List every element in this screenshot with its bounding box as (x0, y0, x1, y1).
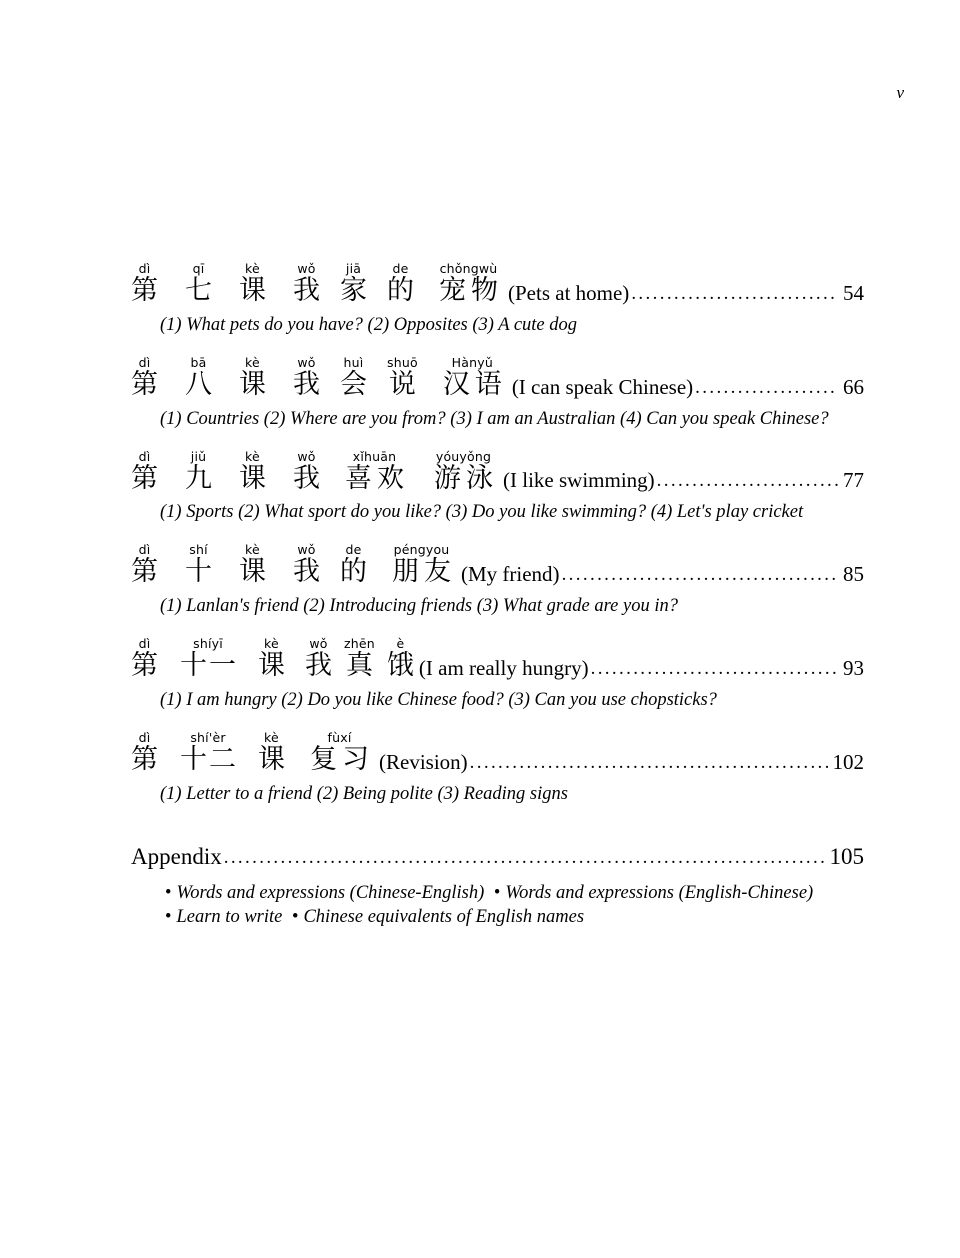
hanzi-characters: 我 (305, 650, 332, 682)
chinese-title (131, 356, 507, 400)
pinyin-hanzi-group (293, 262, 320, 306)
hanzi-characters: 家 (340, 275, 367, 307)
pinyin-annotation: huì (343, 354, 364, 370)
lesson-title-row[interactable] (131, 356, 864, 400)
pinyin-hanzi-group (185, 356, 212, 400)
pinyin-annotation: kè (264, 729, 279, 745)
hanzi-characters: 课 (239, 556, 266, 588)
pinyin-hanzi-group (178, 637, 238, 681)
appendix-subitem-list (160, 881, 840, 930)
pinyin-hanzi-group (258, 637, 285, 681)
pinyin-annotation: Hànyǔ (451, 354, 493, 370)
chinese-title (131, 731, 374, 775)
pinyin-annotation: yóuyǒng (435, 448, 492, 464)
pinyin-annotation: jiǔ (190, 448, 207, 464)
lesson-title-row[interactable] (131, 731, 864, 775)
pinyin-annotation: wǒ (297, 448, 316, 464)
hanzi-characters: 喜欢 (345, 462, 409, 494)
pinyin-annotation: xǐhuān (352, 448, 397, 464)
lesson-page-number: 54 (843, 280, 864, 305)
english-gloss: (I like swimming) (503, 468, 655, 493)
hanzi-characters: 朋友 (392, 556, 456, 588)
pinyin-annotation: shí (189, 542, 208, 558)
appendix-subitem: Words and expressions (English-Chinese) (505, 882, 814, 903)
pinyin-annotation: péngyou (393, 542, 450, 558)
lesson-subitems: (1) Lanlan's friend (2) Introducing friends (3) What grade are you in? (160, 596, 678, 617)
pinyin-annotation: bā (190, 354, 207, 370)
pinyin-annotation: de (392, 261, 409, 276)
dot-leader (631, 283, 838, 303)
appendix-subitem: Learn to write (176, 907, 283, 928)
hanzi-characters: 第 (131, 275, 158, 307)
hanzi-characters: 课 (239, 368, 266, 400)
hanzi-characters: 会 (340, 368, 367, 400)
lesson-entry (131, 356, 864, 431)
pinyin-hanzi-group (185, 450, 212, 494)
pinyin-annotation: jiā (345, 261, 362, 276)
bullet-icon: • (291, 907, 299, 928)
lesson-subitems: (1) Countries (2) Where are you from? (3) I am an Australian (4) Can you speak Chinese? (160, 408, 829, 429)
appendix-entry (131, 845, 864, 930)
pinyin-annotation: wǒ (309, 636, 328, 652)
hanzi-characters: 第 (131, 744, 158, 776)
lesson-page-number: 66 (843, 374, 864, 399)
hanzi-characters: 课 (258, 650, 285, 682)
pinyin-annotation: qī (192, 261, 205, 276)
hanzi-characters: 的 (340, 556, 367, 588)
bullet-icon: • (165, 907, 172, 928)
lesson-title-row[interactable] (131, 450, 864, 494)
pinyin-hanzi-group (185, 262, 212, 306)
lesson-title-row[interactable] (131, 543, 864, 587)
lesson-subitems: (1) What pets do you have? (2) Opposites (3) A cute dog (160, 314, 578, 335)
dot-leader (591, 658, 838, 678)
appendix-subitem: Words and expressions (Chinese-English) (176, 882, 485, 903)
pinyin-annotation: shíyī (193, 636, 223, 652)
pinyin-hanzi-group (131, 543, 158, 587)
hanzi-characters: 说 (388, 368, 416, 400)
dot-leader (562, 564, 838, 584)
lesson-title-row[interactable] (131, 262, 864, 306)
chinese-title (131, 637, 414, 681)
pinyin-hanzi-group (387, 356, 418, 400)
hanzi-characters: 复习 (310, 744, 374, 776)
lesson-page-number: 85 (843, 562, 864, 587)
pinyin-hanzi-group (429, 450, 498, 494)
pinyin-annotation: kè (245, 261, 260, 276)
lesson-entry-list (131, 262, 864, 806)
pinyin-annotation: dì (138, 636, 151, 652)
pinyin-hanzi-group (131, 450, 158, 494)
hanzi-characters: 九 (185, 462, 212, 494)
pinyin-hanzi-group (434, 262, 503, 306)
page-folio: v (896, 83, 904, 102)
pinyin-annotation: dì (138, 729, 151, 745)
pinyin-annotation: è (396, 636, 405, 652)
hanzi-characters: 我 (293, 556, 320, 588)
bullet-icon: • (493, 882, 501, 903)
lesson-subitems: (1) I am hungry (2) Do you like Chinese food? (3) Can you use chopsticks? (160, 689, 717, 710)
pinyin-annotation: dì (138, 542, 151, 558)
chinese-title (131, 450, 498, 494)
pinyin-hanzi-group (293, 543, 320, 587)
pinyin-annotation: dì (138, 354, 151, 370)
hanzi-characters: 饿 (386, 650, 414, 682)
lesson-subitems: (1) Sports (2) What sport do you like? (3) Do you like swimming? (4) Let's play cricket (160, 502, 804, 523)
hanzi-characters: 第 (131, 556, 158, 588)
chinese-title (131, 543, 456, 587)
lesson-page-number: 102 (832, 749, 864, 774)
hanzi-characters: 课 (239, 462, 266, 494)
dot-leader (695, 377, 838, 397)
hanzi-characters: 十一 (180, 650, 238, 682)
dot-leader (224, 847, 825, 867)
lesson-page-number: 77 (843, 468, 864, 493)
lesson-subitems: (1) Letter to a friend (2) Being polite (3) Reading signs (160, 783, 568, 804)
english-gloss: (Revision) (379, 749, 468, 774)
pinyin-annotation: shuō (387, 354, 418, 370)
pinyin-hanzi-group (131, 356, 158, 400)
hanzi-characters: 宠物 (439, 275, 503, 307)
hanzi-characters: 课 (258, 744, 285, 776)
pinyin-hanzi-group (239, 262, 266, 306)
pinyin-hanzi-group (305, 637, 332, 681)
pinyin-hanzi-group (340, 262, 367, 306)
pinyin-hanzi-group (185, 543, 212, 587)
table-of-contents (131, 262, 864, 949)
lesson-entry (131, 731, 864, 806)
bullet-icon: • (165, 882, 172, 903)
pinyin-annotation: de (345, 542, 362, 558)
pinyin-hanzi-group (131, 637, 158, 681)
pinyin-hanzi-group (131, 262, 158, 306)
pinyin-hanzi-group (387, 637, 414, 681)
appendix-label: Appendix (131, 843, 222, 869)
hanzi-characters: 第 (131, 368, 158, 400)
pinyin-hanzi-group (340, 450, 409, 494)
pinyin-hanzi-group (293, 356, 320, 400)
pinyin-annotation: kè (264, 636, 279, 652)
pinyin-annotation: wǒ (297, 261, 316, 276)
pinyin-hanzi-group (387, 262, 414, 306)
dot-leader (470, 752, 828, 772)
pinyin-annotation: dì (138, 261, 151, 276)
english-gloss: (I am really hungry) (418, 655, 589, 680)
lesson-title-row[interactable] (131, 637, 864, 681)
hanzi-characters: 的 (387, 275, 414, 307)
pinyin-annotation: wǒ (297, 542, 316, 558)
pinyin-annotation: wǒ (297, 354, 316, 370)
pinyin-hanzi-group (239, 450, 266, 494)
hanzi-characters: 八 (185, 368, 212, 400)
pinyin-hanzi-group (340, 356, 367, 400)
pinyin-hanzi-group (387, 543, 456, 587)
hanzi-characters: 我 (293, 368, 320, 400)
hanzi-characters: 汉语 (442, 368, 507, 400)
chinese-title (131, 262, 503, 306)
hanzi-characters: 七 (185, 275, 212, 307)
lesson-entry (131, 262, 864, 337)
hanzi-characters: 我 (293, 275, 320, 307)
appendix-page-number: 105 (829, 843, 864, 869)
pinyin-hanzi-group (344, 637, 375, 681)
hanzi-characters: 十 (185, 556, 212, 588)
hanzi-characters: 十二 (180, 744, 238, 776)
pinyin-hanzi-group (239, 543, 266, 587)
hanzi-characters: 游泳 (434, 462, 498, 494)
lesson-entry (131, 637, 864, 712)
lesson-entry (131, 450, 864, 525)
pinyin-hanzi-group (340, 543, 367, 587)
hanzi-characters: 真 (345, 650, 373, 682)
dot-leader (657, 470, 838, 490)
appendix-subitem: Chinese equivalents of English names (303, 907, 585, 928)
pinyin-hanzi-group (131, 731, 158, 775)
appendix-title-row[interactable] (131, 845, 864, 870)
pinyin-annotation: fùxí (327, 729, 352, 745)
pinyin-annotation: shí'èr (190, 729, 226, 745)
english-gloss: (Pets at home) (508, 280, 630, 305)
pinyin-hanzi-group (239, 356, 266, 400)
pinyin-annotation: kè (245, 542, 260, 558)
lesson-page-number: 93 (843, 655, 864, 680)
pinyin-annotation: dì (138, 448, 151, 464)
pinyin-annotation: kè (245, 354, 260, 370)
english-gloss: (I can speak Chinese) (511, 374, 694, 399)
hanzi-characters: 课 (239, 275, 266, 307)
pinyin-hanzi-group (293, 450, 320, 494)
pinyin-annotation: chǒngwù (439, 261, 498, 276)
pinyin-hanzi-group (258, 731, 285, 775)
pinyin-hanzi-group (178, 731, 238, 775)
pinyin-hanzi-group (438, 356, 507, 400)
english-gloss: (My friend) (461, 562, 560, 587)
lesson-entry (131, 543, 864, 618)
hanzi-characters: 第 (131, 650, 158, 682)
hanzi-characters: 第 (131, 462, 158, 494)
pinyin-hanzi-group (305, 731, 374, 775)
pinyin-annotation: kè (245, 448, 260, 464)
pinyin-annotation: zhēn (344, 636, 375, 652)
hanzi-characters: 我 (293, 462, 320, 494)
